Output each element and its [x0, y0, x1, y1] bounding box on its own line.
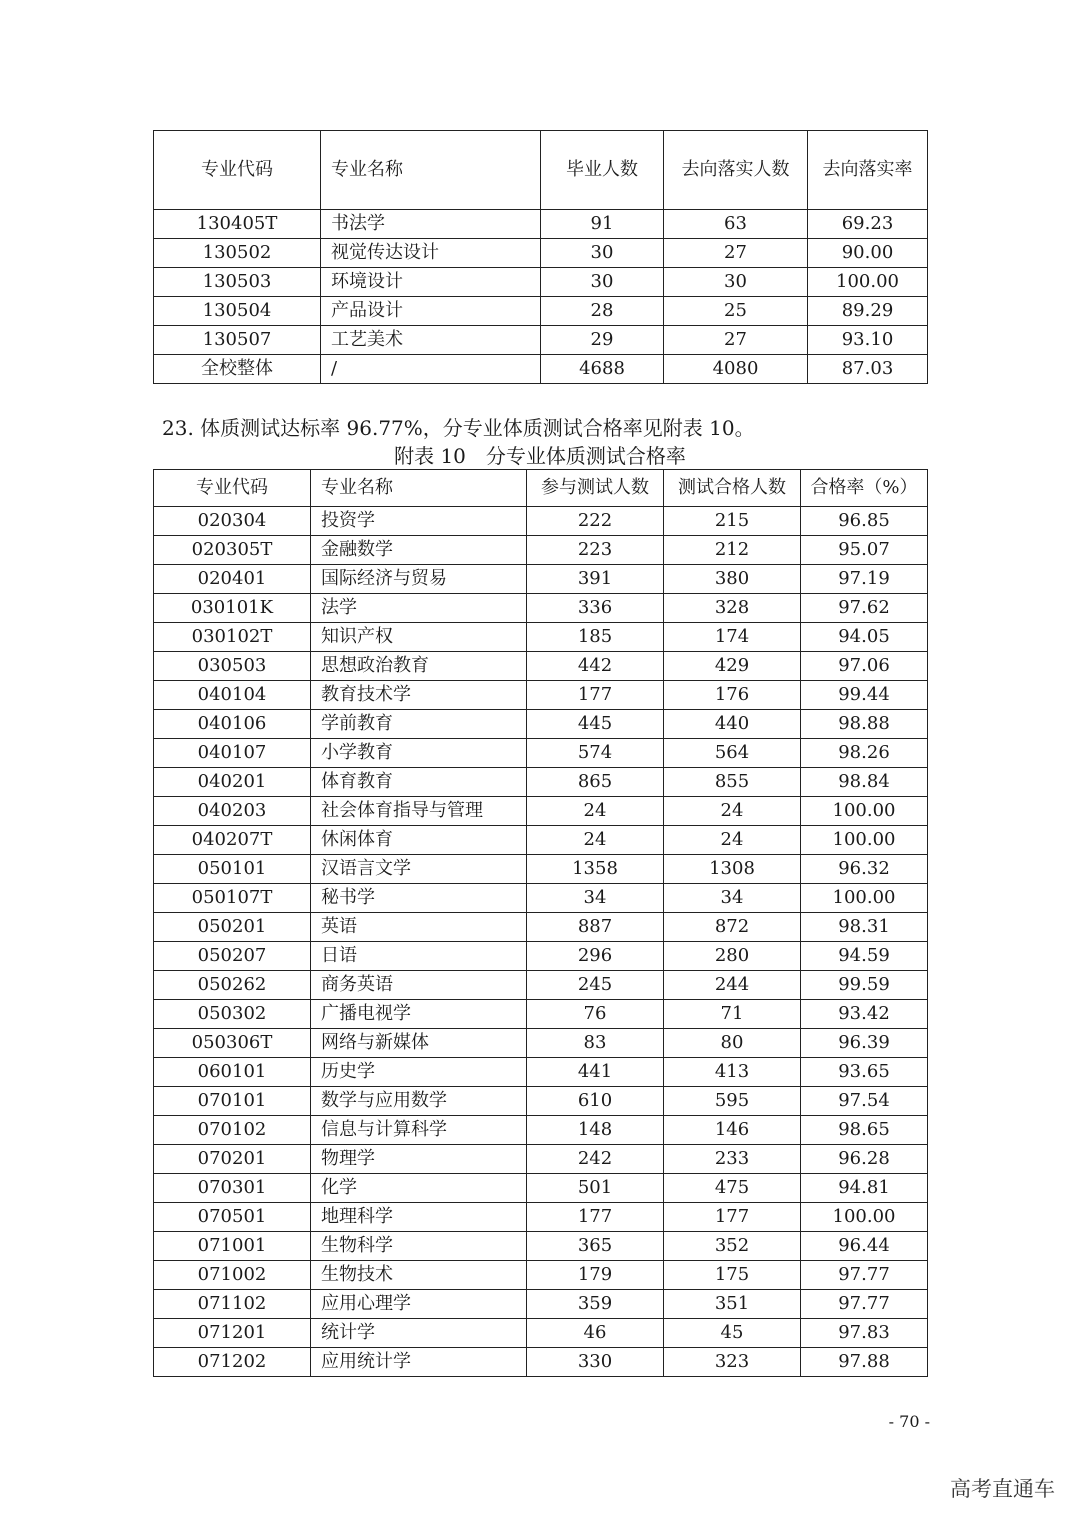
table-row [154, 884, 928, 913]
cell-pass-rate: 97.19 [801, 565, 928, 594]
header-major-name: 专业名称 [311, 470, 527, 507]
cell-major-name: 广播电视学 [311, 1000, 527, 1029]
table-row [154, 1348, 928, 1377]
cell-pass-rate: 99.44 [801, 681, 928, 710]
table-row [154, 594, 928, 623]
table-row [154, 536, 928, 565]
cell-passed: 475 [664, 1174, 801, 1203]
cell-tested: 245 [527, 971, 664, 1000]
cell-major-code: 130502 [154, 239, 321, 268]
cell-major-code: 050101 [154, 855, 311, 884]
cell-major-code: 040207T [154, 826, 311, 855]
cell-tested: 336 [527, 594, 664, 623]
cell-major-code: 130507 [154, 326, 321, 355]
fitness-table [153, 469, 928, 1377]
cell-major-code: 070201 [154, 1145, 311, 1174]
cell-major-code: 130504 [154, 297, 321, 326]
cell-major-code: 020401 [154, 565, 311, 594]
table-header-row [154, 131, 928, 210]
cell-placement-rate: 90.00 [808, 239, 928, 268]
cell-placement-rate: 93.10 [808, 326, 928, 355]
header-tested: 参与测试人数 [527, 470, 664, 507]
cell-major-code: 050306T [154, 1029, 311, 1058]
cell-major-code: 040106 [154, 710, 311, 739]
cell-tested: 365 [527, 1232, 664, 1261]
cell-pass-rate: 98.31 [801, 913, 928, 942]
cell-major-code: 050302 [154, 1000, 311, 1029]
table-row [154, 942, 928, 971]
cell-passed: 212 [664, 536, 801, 565]
cell-major-name: 产品设计 [321, 297, 541, 326]
table-row [154, 768, 928, 797]
cell-major-name: 教育技术学 [311, 681, 527, 710]
table-row [154, 1203, 928, 1232]
cell-passed: 380 [664, 565, 801, 594]
cell-pass-rate: 98.88 [801, 710, 928, 739]
cell-pass-rate: 96.85 [801, 507, 928, 536]
cell-passed: 564 [664, 739, 801, 768]
cell-pass-rate: 97.77 [801, 1261, 928, 1290]
cell-major-code: 070501 [154, 1203, 311, 1232]
table-row [154, 1145, 928, 1174]
cell-major-code: 030102T [154, 623, 311, 652]
table-row [154, 326, 928, 355]
fitness-note: 23. 体质测试达标率 96.77%，分专业体质测试合格率见附表 10。 [162, 416, 755, 440]
cell-major-name: 信息与计算科学 [311, 1116, 527, 1145]
header-placed: 去向落实人数 [664, 131, 808, 210]
table-row [154, 652, 928, 681]
cell-pass-rate: 94.05 [801, 623, 928, 652]
cell-tested: 177 [527, 1203, 664, 1232]
cell-pass-rate: 97.06 [801, 652, 928, 681]
cell-passed: 429 [664, 652, 801, 681]
cell-major-code: 030101K [154, 594, 311, 623]
cell-passed: 1308 [664, 855, 801, 884]
cell-major-name: 历史学 [311, 1058, 527, 1087]
cell-major-code: 020305T [154, 536, 311, 565]
cell-passed: 280 [664, 942, 801, 971]
cell-major-name: 生物技术 [311, 1261, 527, 1290]
cell-tested: 574 [527, 739, 664, 768]
cell-placement-rate: 100.00 [808, 268, 928, 297]
cell-major-code: 040203 [154, 797, 311, 826]
cell-major-name: 应用心理学 [311, 1290, 527, 1319]
cell-tested: 24 [527, 797, 664, 826]
cell-tested: 242 [527, 1145, 664, 1174]
cell-major-code: 071201 [154, 1319, 311, 1348]
cell-pass-rate: 94.81 [801, 1174, 928, 1203]
cell-major-name: 网络与新媒体 [311, 1029, 527, 1058]
cell-tested: 865 [527, 768, 664, 797]
cell-pass-rate: 97.83 [801, 1319, 928, 1348]
cell-tested: 296 [527, 942, 664, 971]
cell-major-code: 050107T [154, 884, 311, 913]
cell-major-name: 金融数学 [311, 536, 527, 565]
cell-passed: 595 [664, 1087, 801, 1116]
cell-tested: 610 [527, 1087, 664, 1116]
table-row [154, 1000, 928, 1029]
cell-passed: 351 [664, 1290, 801, 1319]
cell-pass-rate: 100.00 [801, 1203, 928, 1232]
cell-pass-rate: 93.65 [801, 1058, 928, 1087]
cell-tested: 391 [527, 565, 664, 594]
cell-major-name: 日语 [311, 942, 527, 971]
cell-passed: 872 [664, 913, 801, 942]
cell-major-code: 071102 [154, 1290, 311, 1319]
table-row [154, 1116, 928, 1145]
cell-pass-rate: 100.00 [801, 884, 928, 913]
table-row [154, 855, 928, 884]
header-passed: 测试合格人数 [664, 470, 801, 507]
table-row [154, 1319, 928, 1348]
cell-major-code: 050262 [154, 971, 311, 1000]
header-major-code: 专业代码 [154, 470, 311, 507]
employment-table [153, 130, 928, 384]
cell-major-code: 030503 [154, 652, 311, 681]
cell-pass-rate: 99.59 [801, 971, 928, 1000]
cell-pass-rate: 94.59 [801, 942, 928, 971]
employment-table-body [154, 210, 928, 384]
cell-passed: 175 [664, 1261, 801, 1290]
cell-passed: 855 [664, 768, 801, 797]
table-row [154, 239, 928, 268]
watermark: 高考直通车 [950, 1477, 1055, 1501]
cell-major-name: 化学 [311, 1174, 527, 1203]
cell-major-name: 知识产权 [311, 623, 527, 652]
cell-passed: 80 [664, 1029, 801, 1058]
cell-passed: 215 [664, 507, 801, 536]
header-pass-rate: 合格率（%） [801, 470, 928, 507]
cell-major-name: 环境设计 [321, 268, 541, 297]
cell-graduates: 30 [541, 239, 664, 268]
cell-major-name: 学前教育 [311, 710, 527, 739]
table-row [154, 681, 928, 710]
cell-major-name: 生物科学 [311, 1232, 527, 1261]
cell-passed: 244 [664, 971, 801, 1000]
cell-graduates: 91 [541, 210, 664, 239]
cell-passed: 323 [664, 1348, 801, 1377]
cell-placed: 27 [664, 326, 808, 355]
header-graduates: 毕业人数 [541, 131, 664, 210]
cell-pass-rate: 97.77 [801, 1290, 928, 1319]
header-major-code: 专业代码 [154, 131, 321, 210]
cell-major-code: 071002 [154, 1261, 311, 1290]
cell-pass-rate: 97.88 [801, 1348, 928, 1377]
table-row [154, 826, 928, 855]
table-header-row [154, 470, 928, 507]
table-row [154, 1029, 928, 1058]
cell-pass-rate: 100.00 [801, 826, 928, 855]
cell-major-code: 050201 [154, 913, 311, 942]
cell-passed: 146 [664, 1116, 801, 1145]
cell-major-name: 应用统计学 [311, 1348, 527, 1377]
cell-major-name: 英语 [311, 913, 527, 942]
table-row [154, 565, 928, 594]
cell-passed: 176 [664, 681, 801, 710]
cell-passed: 233 [664, 1145, 801, 1174]
table-row [154, 739, 928, 768]
cell-tested: 1358 [527, 855, 664, 884]
cell-passed: 352 [664, 1232, 801, 1261]
cell-tested: 442 [527, 652, 664, 681]
cell-major-code: 040107 [154, 739, 311, 768]
cell-tested: 34 [527, 884, 664, 913]
cell-major-name: 汉语言文学 [311, 855, 527, 884]
table-row [154, 1290, 928, 1319]
table-row [154, 507, 928, 536]
cell-major-name: 社会体育指导与管理 [311, 797, 527, 826]
cell-placed: 25 [664, 297, 808, 326]
cell-major-code: 060101 [154, 1058, 311, 1087]
cell-major-name: 思想政治教育 [311, 652, 527, 681]
cell-placed: 30 [664, 268, 808, 297]
cell-major-name: 数学与应用数学 [311, 1087, 527, 1116]
cell-passed: 328 [664, 594, 801, 623]
cell-major-code: 020304 [154, 507, 311, 536]
cell-passed: 177 [664, 1203, 801, 1232]
table-row [154, 913, 928, 942]
table-row [154, 297, 928, 326]
cell-major-name: 商务英语 [311, 971, 527, 1000]
cell-major-code: 040201 [154, 768, 311, 797]
cell-placed: 4080 [664, 355, 808, 384]
table-row [154, 797, 928, 826]
table-row [154, 1058, 928, 1087]
cell-major-name: 物理学 [311, 1145, 527, 1174]
cell-placement-rate: 87.03 [808, 355, 928, 384]
table-row [154, 1087, 928, 1116]
fitness-table-body [154, 507, 928, 1377]
cell-tested: 148 [527, 1116, 664, 1145]
cell-tested: 24 [527, 826, 664, 855]
cell-pass-rate: 96.39 [801, 1029, 928, 1058]
cell-tested: 83 [527, 1029, 664, 1058]
cell-major-code: 全校整体 [154, 355, 321, 384]
cell-pass-rate: 93.42 [801, 1000, 928, 1029]
cell-passed: 174 [664, 623, 801, 652]
cell-major-code: 071001 [154, 1232, 311, 1261]
cell-pass-rate: 98.84 [801, 768, 928, 797]
cell-major-code: 070301 [154, 1174, 311, 1203]
cell-major-code: 130405T [154, 210, 321, 239]
cell-pass-rate: 96.44 [801, 1232, 928, 1261]
cell-graduates: 4688 [541, 355, 664, 384]
cell-major-name: 国际经济与贸易 [311, 565, 527, 594]
cell-passed: 45 [664, 1319, 801, 1348]
cell-major-code: 070102 [154, 1116, 311, 1145]
cell-pass-rate: 96.28 [801, 1145, 928, 1174]
table-caption: 附表 10 分专业体质测试合格率 [394, 444, 686, 468]
cell-passed: 24 [664, 797, 801, 826]
cell-tested: 223 [527, 536, 664, 565]
cell-major-name: 视觉传达设计 [321, 239, 541, 268]
cell-major-name: 投资学 [311, 507, 527, 536]
cell-tested: 441 [527, 1058, 664, 1087]
table-row [154, 210, 928, 239]
cell-graduates: 28 [541, 297, 664, 326]
cell-tested: 445 [527, 710, 664, 739]
header-placement-rate: 去向落实率 [808, 131, 928, 210]
cell-pass-rate: 100.00 [801, 797, 928, 826]
table-row [154, 268, 928, 297]
cell-major-name: 地理科学 [311, 1203, 527, 1232]
cell-tested: 359 [527, 1290, 664, 1319]
cell-pass-rate: 95.07 [801, 536, 928, 565]
cell-tested: 222 [527, 507, 664, 536]
cell-major-name: 秘书学 [311, 884, 527, 913]
cell-pass-rate: 98.26 [801, 739, 928, 768]
cell-major-code: 040104 [154, 681, 311, 710]
cell-major-name: 休闲体育 [311, 826, 527, 855]
cell-pass-rate: 98.65 [801, 1116, 928, 1145]
cell-pass-rate: 96.32 [801, 855, 928, 884]
cell-tested: 501 [527, 1174, 664, 1203]
cell-passed: 34 [664, 884, 801, 913]
table-row [154, 623, 928, 652]
cell-major-name: 书法学 [321, 210, 541, 239]
cell-major-name: 工艺美术 [321, 326, 541, 355]
cell-passed: 413 [664, 1058, 801, 1087]
cell-placement-rate: 69.23 [808, 210, 928, 239]
cell-tested: 76 [527, 1000, 664, 1029]
cell-major-code: 130503 [154, 268, 321, 297]
table-row [154, 1174, 928, 1203]
table-row [154, 1261, 928, 1290]
cell-tested: 46 [527, 1319, 664, 1348]
table-row [154, 355, 928, 384]
cell-placed: 63 [664, 210, 808, 239]
cell-passed: 440 [664, 710, 801, 739]
table-row [154, 1232, 928, 1261]
cell-tested: 185 [527, 623, 664, 652]
cell-tested: 179 [527, 1261, 664, 1290]
cell-pass-rate: 97.62 [801, 594, 928, 623]
cell-major-code: 050207 [154, 942, 311, 971]
cell-tested: 887 [527, 913, 664, 942]
cell-placed: 27 [664, 239, 808, 268]
cell-tested: 330 [527, 1348, 664, 1377]
page-number: - 70 - [888, 1412, 930, 1431]
cell-graduates: 30 [541, 268, 664, 297]
cell-major-name: 统计学 [311, 1319, 527, 1348]
cell-major-name: 小学教育 [311, 739, 527, 768]
cell-passed: 24 [664, 826, 801, 855]
header-major-name: 专业名称 [321, 131, 541, 210]
cell-pass-rate: 97.54 [801, 1087, 928, 1116]
cell-major-code: 071202 [154, 1348, 311, 1377]
table-row [154, 971, 928, 1000]
cell-major-name: 法学 [311, 594, 527, 623]
cell-major-name: / [321, 355, 541, 384]
cell-graduates: 29 [541, 326, 664, 355]
cell-passed: 71 [664, 1000, 801, 1029]
cell-major-name: 体育教育 [311, 768, 527, 797]
table-row [154, 710, 928, 739]
cell-major-code: 070101 [154, 1087, 311, 1116]
cell-tested: 177 [527, 681, 664, 710]
cell-placement-rate: 89.29 [808, 297, 928, 326]
